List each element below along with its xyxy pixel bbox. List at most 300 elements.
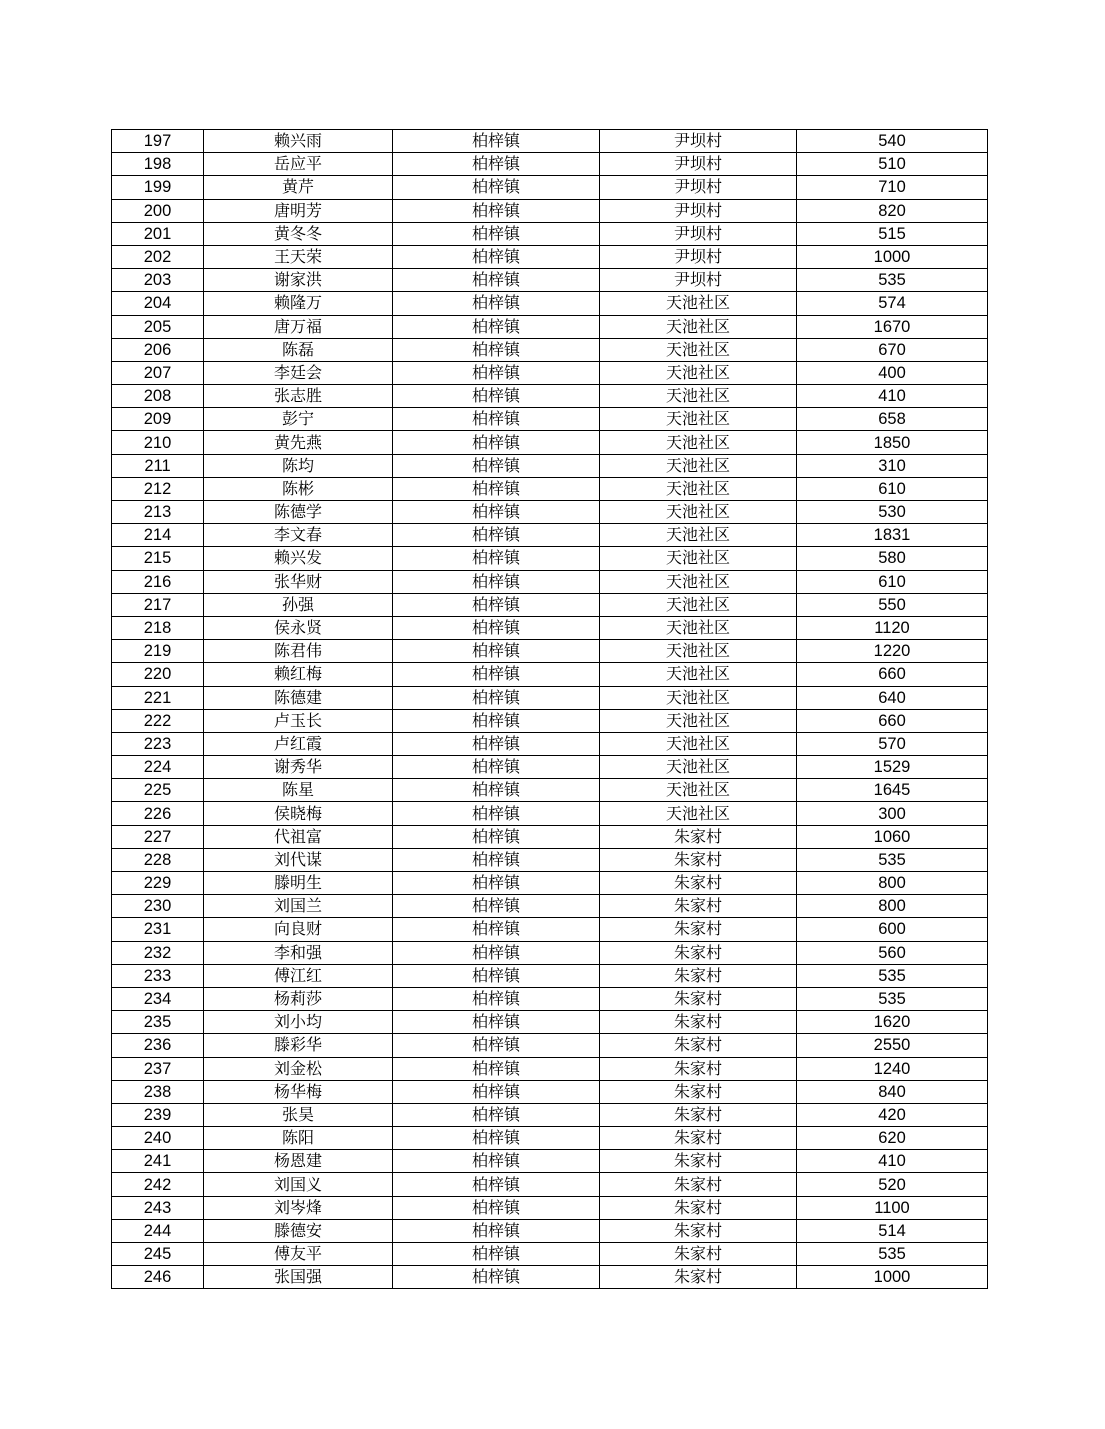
name-cell: 刘金松 [204, 1057, 393, 1080]
row-number-cell: 221 [112, 686, 204, 709]
amount-cell: 670 [797, 338, 988, 361]
village-cell: 天池社区 [600, 477, 797, 500]
table-row [112, 1243, 988, 1266]
amount-cell: 620 [797, 1127, 988, 1150]
town-cell: 柏梓镇 [393, 1034, 600, 1057]
name-cell: 陈均 [204, 454, 393, 477]
town-cell: 柏梓镇 [393, 756, 600, 779]
name-cell: 李和强 [204, 941, 393, 964]
amount-cell: 420 [797, 1103, 988, 1126]
name-cell: 李文春 [204, 524, 393, 547]
amount-cell: 535 [797, 964, 988, 987]
town-cell: 柏梓镇 [393, 315, 600, 338]
amount-cell: 540 [797, 130, 988, 153]
name-cell: 卢玉长 [204, 709, 393, 732]
table-row [112, 454, 988, 477]
table-row [112, 524, 988, 547]
name-cell: 王天荣 [204, 245, 393, 268]
town-cell: 柏梓镇 [393, 292, 600, 315]
town-cell: 柏梓镇 [393, 199, 600, 222]
village-cell: 天池社区 [600, 802, 797, 825]
table-row [112, 918, 988, 941]
amount-cell: 610 [797, 477, 988, 500]
town-cell: 柏梓镇 [393, 153, 600, 176]
amount-cell: 535 [797, 269, 988, 292]
name-cell: 向良财 [204, 918, 393, 941]
row-number-cell: 237 [112, 1057, 204, 1080]
amount-cell: 1100 [797, 1196, 988, 1219]
row-number-cell: 241 [112, 1150, 204, 1173]
table-row [112, 1103, 988, 1126]
row-number-cell: 228 [112, 848, 204, 871]
row-number-cell: 235 [112, 1011, 204, 1034]
town-cell: 柏梓镇 [393, 941, 600, 964]
row-number-cell: 227 [112, 825, 204, 848]
village-cell: 朱家村 [600, 1034, 797, 1057]
name-cell: 刘小均 [204, 1011, 393, 1034]
name-cell: 陈德学 [204, 501, 393, 524]
row-number-cell: 232 [112, 941, 204, 964]
village-cell: 朱家村 [600, 872, 797, 895]
village-cell: 天池社区 [600, 315, 797, 338]
amount-cell: 514 [797, 1219, 988, 1242]
amount-cell: 300 [797, 802, 988, 825]
name-cell: 陈彬 [204, 477, 393, 500]
village-cell: 天池社区 [600, 732, 797, 755]
table-row [112, 941, 988, 964]
name-cell: 傅友平 [204, 1243, 393, 1266]
town-cell: 柏梓镇 [393, 848, 600, 871]
name-cell: 滕彩华 [204, 1034, 393, 1057]
village-cell: 朱家村 [600, 1150, 797, 1173]
town-cell: 柏梓镇 [393, 1080, 600, 1103]
town-cell: 柏梓镇 [393, 709, 600, 732]
table-row [112, 1057, 988, 1080]
village-cell: 天池社区 [600, 779, 797, 802]
row-number-cell: 201 [112, 222, 204, 245]
table-row [112, 1034, 988, 1057]
row-number-cell: 233 [112, 964, 204, 987]
amount-cell: 610 [797, 570, 988, 593]
village-cell: 天池社区 [600, 338, 797, 361]
row-number-cell: 202 [112, 245, 204, 268]
town-cell: 柏梓镇 [393, 269, 600, 292]
name-cell: 刘国义 [204, 1173, 393, 1196]
town-cell: 柏梓镇 [393, 616, 600, 639]
village-cell: 朱家村 [600, 1127, 797, 1150]
row-number-cell: 214 [112, 524, 204, 547]
table-row [112, 1080, 988, 1103]
town-cell: 柏梓镇 [393, 1219, 600, 1242]
town-cell: 柏梓镇 [393, 918, 600, 941]
row-number-cell: 216 [112, 570, 204, 593]
row-number-cell: 205 [112, 315, 204, 338]
name-cell: 侯永贤 [204, 616, 393, 639]
amount-cell: 535 [797, 1243, 988, 1266]
village-cell: 天池社区 [600, 361, 797, 384]
name-cell: 刘国兰 [204, 895, 393, 918]
row-number-cell: 244 [112, 1219, 204, 1242]
town-cell: 柏梓镇 [393, 802, 600, 825]
row-number-cell: 245 [112, 1243, 204, 1266]
name-cell: 侯晓梅 [204, 802, 393, 825]
row-number-cell: 197 [112, 130, 204, 153]
table-row [112, 640, 988, 663]
name-cell: 滕明生 [204, 872, 393, 895]
row-number-cell: 229 [112, 872, 204, 895]
table-row [112, 1150, 988, 1173]
amount-cell: 574 [797, 292, 988, 315]
town-cell: 柏梓镇 [393, 895, 600, 918]
name-cell: 黄冬冬 [204, 222, 393, 245]
village-cell: 朱家村 [600, 918, 797, 941]
row-number-cell: 215 [112, 547, 204, 570]
name-cell: 卢红霞 [204, 732, 393, 755]
village-cell: 尹坝村 [600, 130, 797, 153]
amount-cell: 1000 [797, 1266, 988, 1289]
amount-cell: 1060 [797, 825, 988, 848]
village-cell: 朱家村 [600, 1196, 797, 1219]
row-number-cell: 220 [112, 663, 204, 686]
row-number-cell: 231 [112, 918, 204, 941]
village-cell: 天池社区 [600, 408, 797, 431]
row-number-cell: 206 [112, 338, 204, 361]
row-number-cell: 210 [112, 431, 204, 454]
name-cell: 赖红梅 [204, 663, 393, 686]
table-row [112, 269, 988, 292]
table-row [112, 1173, 988, 1196]
name-cell: 代祖富 [204, 825, 393, 848]
town-cell: 柏梓镇 [393, 361, 600, 384]
row-number-cell: 203 [112, 269, 204, 292]
amount-cell: 310 [797, 454, 988, 477]
amount-cell: 1240 [797, 1057, 988, 1080]
town-cell: 柏梓镇 [393, 1266, 600, 1289]
village-cell: 天池社区 [600, 570, 797, 593]
table-row [112, 176, 988, 199]
name-cell: 刘代谋 [204, 848, 393, 871]
village-cell: 尹坝村 [600, 199, 797, 222]
row-number-cell: 239 [112, 1103, 204, 1126]
village-cell: 天池社区 [600, 593, 797, 616]
village-cell: 天池社区 [600, 454, 797, 477]
town-cell: 柏梓镇 [393, 222, 600, 245]
row-number-cell: 225 [112, 779, 204, 802]
table-row [112, 222, 988, 245]
table-row [112, 547, 988, 570]
village-cell: 尹坝村 [600, 153, 797, 176]
table-row [112, 779, 988, 802]
amount-cell: 560 [797, 941, 988, 964]
name-cell: 谢秀华 [204, 756, 393, 779]
name-cell: 赖隆万 [204, 292, 393, 315]
name-cell: 李廷会 [204, 361, 393, 384]
amount-cell: 570 [797, 732, 988, 755]
name-cell: 杨恩建 [204, 1150, 393, 1173]
village-cell: 朱家村 [600, 1011, 797, 1034]
town-cell: 柏梓镇 [393, 1011, 600, 1034]
row-number-cell: 242 [112, 1173, 204, 1196]
village-cell: 朱家村 [600, 1103, 797, 1126]
village-cell: 天池社区 [600, 686, 797, 709]
village-cell: 天池社区 [600, 640, 797, 663]
table-row [112, 709, 988, 732]
amount-cell: 1850 [797, 431, 988, 454]
name-cell: 陈阳 [204, 1127, 393, 1150]
amount-cell: 640 [797, 686, 988, 709]
amount-cell: 1670 [797, 315, 988, 338]
table-row [112, 872, 988, 895]
town-cell: 柏梓镇 [393, 779, 600, 802]
row-number-cell: 204 [112, 292, 204, 315]
row-number-cell: 236 [112, 1034, 204, 1057]
amount-cell: 520 [797, 1173, 988, 1196]
row-number-cell: 246 [112, 1266, 204, 1289]
amount-cell: 535 [797, 987, 988, 1010]
village-cell: 朱家村 [600, 848, 797, 871]
name-cell: 黄芹 [204, 176, 393, 199]
amount-cell: 410 [797, 385, 988, 408]
row-number-cell: 207 [112, 361, 204, 384]
row-number-cell: 212 [112, 477, 204, 500]
amount-cell: 1831 [797, 524, 988, 547]
name-cell: 孙强 [204, 593, 393, 616]
amount-cell: 1120 [797, 616, 988, 639]
row-number-cell: 198 [112, 153, 204, 176]
name-cell: 张国强 [204, 1266, 393, 1289]
table-row [112, 1219, 988, 1242]
village-cell: 天池社区 [600, 616, 797, 639]
table-row [112, 245, 988, 268]
amount-cell: 535 [797, 848, 988, 871]
village-cell: 朱家村 [600, 1243, 797, 1266]
amount-cell: 2550 [797, 1034, 988, 1057]
amount-cell: 410 [797, 1150, 988, 1173]
amount-cell: 515 [797, 222, 988, 245]
village-cell: 尹坝村 [600, 176, 797, 199]
row-number-cell: 222 [112, 709, 204, 732]
table-row [112, 153, 988, 176]
name-cell: 唐明芳 [204, 199, 393, 222]
village-cell: 朱家村 [600, 1057, 797, 1080]
row-number-cell: 224 [112, 756, 204, 779]
table-row [112, 732, 988, 755]
table-row [112, 1011, 988, 1034]
data-table [111, 129, 988, 1289]
table-row [112, 361, 988, 384]
name-cell: 陈星 [204, 779, 393, 802]
town-cell: 柏梓镇 [393, 338, 600, 361]
town-cell: 柏梓镇 [393, 524, 600, 547]
town-cell: 柏梓镇 [393, 176, 600, 199]
table-row [112, 593, 988, 616]
row-number-cell: 213 [112, 501, 204, 524]
table-row [112, 385, 988, 408]
town-cell: 柏梓镇 [393, 547, 600, 570]
village-cell: 天池社区 [600, 547, 797, 570]
row-number-cell: 234 [112, 987, 204, 1010]
village-cell: 朱家村 [600, 941, 797, 964]
name-cell: 滕德安 [204, 1219, 393, 1242]
table-row [112, 315, 988, 338]
village-cell: 朱家村 [600, 1080, 797, 1103]
town-cell: 柏梓镇 [393, 385, 600, 408]
row-number-cell: 243 [112, 1196, 204, 1219]
amount-cell: 820 [797, 199, 988, 222]
village-cell: 天池社区 [600, 501, 797, 524]
table-row [112, 616, 988, 639]
name-cell: 黄先燕 [204, 431, 393, 454]
village-cell: 天池社区 [600, 524, 797, 547]
name-cell: 唐万福 [204, 315, 393, 338]
amount-cell: 1220 [797, 640, 988, 663]
town-cell: 柏梓镇 [393, 663, 600, 686]
table-row [112, 408, 988, 431]
row-number-cell: 200 [112, 199, 204, 222]
name-cell: 谢家洪 [204, 269, 393, 292]
town-cell: 柏梓镇 [393, 1127, 600, 1150]
name-cell: 张志胜 [204, 385, 393, 408]
village-cell: 朱家村 [600, 825, 797, 848]
amount-cell: 660 [797, 709, 988, 732]
town-cell: 柏梓镇 [393, 408, 600, 431]
town-cell: 柏梓镇 [393, 732, 600, 755]
town-cell: 柏梓镇 [393, 1103, 600, 1126]
town-cell: 柏梓镇 [393, 640, 600, 663]
town-cell: 柏梓镇 [393, 570, 600, 593]
table-row [112, 199, 988, 222]
table-row [112, 1266, 988, 1289]
village-cell: 朱家村 [600, 987, 797, 1010]
amount-cell: 1645 [797, 779, 988, 802]
name-cell: 赖兴发 [204, 547, 393, 570]
village-cell: 朱家村 [600, 1266, 797, 1289]
amount-cell: 660 [797, 663, 988, 686]
town-cell: 柏梓镇 [393, 1057, 600, 1080]
town-cell: 柏梓镇 [393, 825, 600, 848]
village-cell: 天池社区 [600, 756, 797, 779]
amount-cell: 658 [797, 408, 988, 431]
town-cell: 柏梓镇 [393, 872, 600, 895]
name-cell: 杨华梅 [204, 1080, 393, 1103]
table-row [112, 130, 988, 153]
amount-cell: 510 [797, 153, 988, 176]
village-cell: 朱家村 [600, 895, 797, 918]
village-cell: 尹坝村 [600, 222, 797, 245]
table-row [112, 825, 988, 848]
name-cell: 刘岑烽 [204, 1196, 393, 1219]
town-cell: 柏梓镇 [393, 1243, 600, 1266]
amount-cell: 800 [797, 872, 988, 895]
row-number-cell: 199 [112, 176, 204, 199]
town-cell: 柏梓镇 [393, 501, 600, 524]
amount-cell: 530 [797, 501, 988, 524]
amount-cell: 400 [797, 361, 988, 384]
name-cell: 杨莉莎 [204, 987, 393, 1010]
town-cell: 柏梓镇 [393, 477, 600, 500]
table-row [112, 338, 988, 361]
town-cell: 柏梓镇 [393, 245, 600, 268]
town-cell: 柏梓镇 [393, 593, 600, 616]
amount-cell: 550 [797, 593, 988, 616]
village-cell: 朱家村 [600, 964, 797, 987]
name-cell: 彭宁 [204, 408, 393, 431]
village-cell: 天池社区 [600, 663, 797, 686]
town-cell: 柏梓镇 [393, 1150, 600, 1173]
row-number-cell: 218 [112, 616, 204, 639]
table-row [112, 570, 988, 593]
amount-cell: 600 [797, 918, 988, 941]
village-cell: 朱家村 [600, 1173, 797, 1196]
row-number-cell: 223 [112, 732, 204, 755]
amount-cell: 580 [797, 547, 988, 570]
town-cell: 柏梓镇 [393, 130, 600, 153]
row-number-cell: 209 [112, 408, 204, 431]
table-row [112, 501, 988, 524]
table-row [112, 964, 988, 987]
table-body [112, 130, 988, 1289]
table-row [112, 802, 988, 825]
row-number-cell: 226 [112, 802, 204, 825]
table-row [112, 686, 988, 709]
town-cell: 柏梓镇 [393, 1196, 600, 1219]
town-cell: 柏梓镇 [393, 431, 600, 454]
table-row [112, 987, 988, 1010]
row-number-cell: 217 [112, 593, 204, 616]
row-number-cell: 211 [112, 454, 204, 477]
name-cell: 陈君伟 [204, 640, 393, 663]
amount-cell: 840 [797, 1080, 988, 1103]
name-cell: 陈德建 [204, 686, 393, 709]
table-row [112, 895, 988, 918]
row-number-cell: 240 [112, 1127, 204, 1150]
village-cell: 朱家村 [600, 1219, 797, 1242]
row-number-cell: 219 [112, 640, 204, 663]
town-cell: 柏梓镇 [393, 454, 600, 477]
amount-cell: 1000 [797, 245, 988, 268]
amount-cell: 800 [797, 895, 988, 918]
table-row [112, 477, 988, 500]
name-cell: 岳应平 [204, 153, 393, 176]
name-cell: 张华财 [204, 570, 393, 593]
table-row [112, 848, 988, 871]
row-number-cell: 208 [112, 385, 204, 408]
town-cell: 柏梓镇 [393, 686, 600, 709]
table-row [112, 1127, 988, 1150]
amount-cell: 710 [797, 176, 988, 199]
table-row [112, 663, 988, 686]
row-number-cell: 230 [112, 895, 204, 918]
village-cell: 天池社区 [600, 292, 797, 315]
village-cell: 天池社区 [600, 431, 797, 454]
village-cell: 天池社区 [600, 709, 797, 732]
table-row [112, 431, 988, 454]
town-cell: 柏梓镇 [393, 964, 600, 987]
town-cell: 柏梓镇 [393, 987, 600, 1010]
name-cell: 陈磊 [204, 338, 393, 361]
name-cell: 张昊 [204, 1103, 393, 1126]
amount-cell: 1620 [797, 1011, 988, 1034]
table-row [112, 756, 988, 779]
amount-cell: 1529 [797, 756, 988, 779]
village-cell: 尹坝村 [600, 245, 797, 268]
row-number-cell: 238 [112, 1080, 204, 1103]
village-cell: 尹坝村 [600, 269, 797, 292]
village-cell: 天池社区 [600, 385, 797, 408]
name-cell: 傅江红 [204, 964, 393, 987]
table-row [112, 292, 988, 315]
name-cell: 赖兴雨 [204, 130, 393, 153]
